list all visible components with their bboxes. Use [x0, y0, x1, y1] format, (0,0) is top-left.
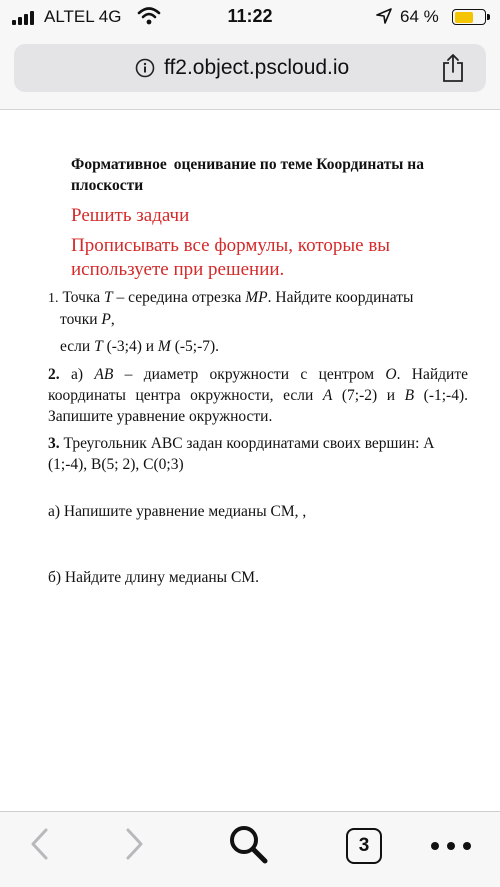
info-icon[interactable]	[135, 58, 155, 78]
search-icon[interactable]	[226, 822, 270, 866]
task-1-condition: если T (-3;4) и M (-5;-7).	[60, 338, 220, 355]
browser-toolbar	[0, 811, 500, 887]
battery-fill	[455, 12, 474, 23]
battery-icon	[452, 9, 486, 25]
back-icon[interactable]	[26, 826, 54, 862]
browser-header	[0, 34, 500, 110]
task-2-number: 2.	[48, 366, 60, 383]
task-2: 2. а) AB – диаметр окружности с центром O. Найдите координаты центра окружности, если A (7;-2) и B (-1;-4). Запишите уравнение окружности.	[48, 366, 469, 425]
task-1-continuation: точки P,	[60, 311, 115, 328]
forward-icon[interactable]	[120, 826, 148, 862]
instruction-solve: Решить задачи	[71, 205, 190, 226]
address-bar[interactable]	[14, 44, 486, 92]
status-bar	[0, 0, 500, 34]
task-1-number: 1.	[48, 291, 59, 306]
clock: 11:22	[227, 6, 273, 26]
task-3-part-a: а) Напишите уравнение медианы СМ, ,	[48, 503, 307, 520]
title-part-a: Формативное	[71, 156, 167, 173]
more-icon[interactable]	[428, 828, 474, 864]
title-part-b: оценивание по теме Координаты на плоскости	[71, 156, 424, 194]
share-icon[interactable]	[440, 53, 466, 83]
url-text[interactable]: ff2.object.pscloud.io	[164, 56, 350, 79]
carrier-label: ALTEL 4G	[44, 7, 122, 26]
document-title	[71, 154, 463, 196]
task-1: 1. Точка T – середина отрезка MP. Найдите координаты точки P,	[48, 287, 468, 330]
instruction-formulas: Прописывать все формулы, которые вы используете при решении.	[71, 235, 391, 280]
document	[0, 111, 500, 811]
task-3-number: 3.	[48, 435, 60, 452]
task-3: 3. Треугольник АВС задан координатами своих вершин: А (1;-4), В(5; 2), С(0;3)	[48, 435, 435, 473]
battery-tip	[487, 14, 490, 20]
tabs-button[interactable]: 3	[346, 828, 382, 864]
task-3-part-b: б) Найдите длину медианы СМ.	[48, 569, 259, 586]
location-arrow-icon	[376, 8, 392, 24]
battery-percent: 64 %	[400, 7, 439, 26]
